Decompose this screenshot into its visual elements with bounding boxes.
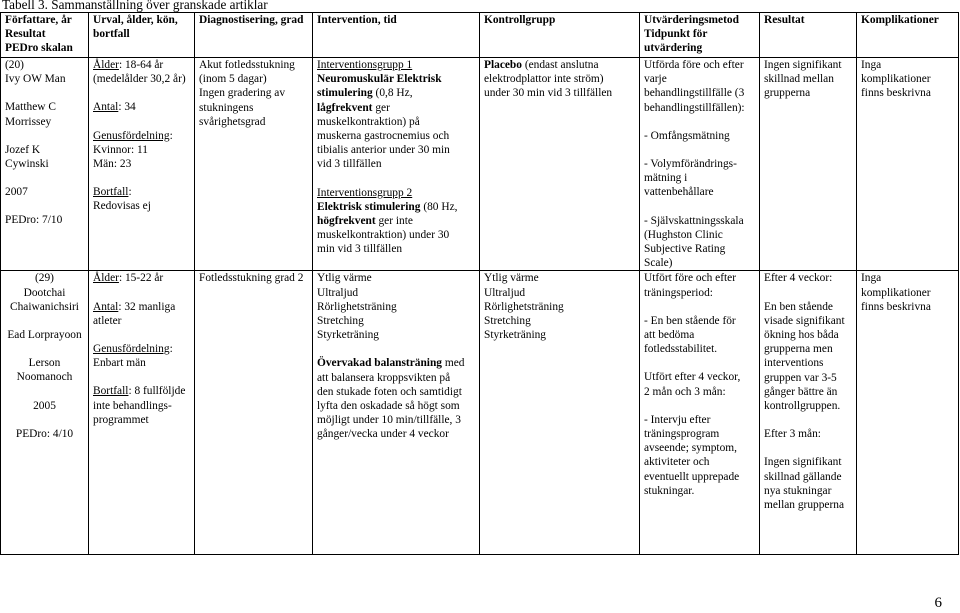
cell-control: Placebo (endast anslutna elektrodplattor inte ström) under 30 min vid 3 tillfällen (480, 58, 640, 271)
cell-authors: (20) Ivy OW Man Matthew C Morrissey Jozef K Cywinski 2007 PEDro: 7/10 (1, 58, 89, 271)
cell-sample: Ålder: 15-22 år Antal: 32 manliga atleter Genusfördelning: Enbart män Bortfall: 8 fullföljde inte behandlings- programmet (89, 271, 195, 555)
cell-diagnosis: Fotledsstukning grad 2 (195, 271, 313, 555)
header-evaluation: Utvärderingsmetod Tidpunkt för utvärdering (640, 13, 760, 58)
header-intervention: Intervention, tid (313, 13, 480, 58)
table-caption: Tabell 3. Sammanställning över granskade artiklar (2, 0, 268, 12)
table-row (1, 271, 959, 555)
articles-table (0, 12, 959, 555)
header-row (1, 13, 959, 58)
cell-result: Ingen signifikant skillnad mellan grupperna (760, 58, 857, 271)
header-complications: Komplikationer (857, 13, 959, 58)
cell-evaluation: Utförda före och efter varje behandlingstillfälle (3 behandlingstillfällen): - Omfångsmätning - Volymförändrings- mätning i vattenbehållare - Självskattningsskala (Hughston Clinic Subjective Rating Scale) (640, 58, 760, 271)
cell-sample: Ålder: 18-64 år (medelålder 30,2 år) Antal: 34 Genusfördelning: Kvinnor: 11 Män: 23 Bortfall: Redovisas ej (89, 58, 195, 271)
cell-intervention: Ytlig värme Ultraljud Rörlighetsträning Stretching Styrketräning Övervakad balansträning med att balansera kroppsvikten på den stukade foten och samtidigt lyfta den oskadade så högt som möjligt under 10 min/tillfälle, 3 gånger/vecka under 4 veckor (313, 271, 480, 555)
table-row (1, 58, 959, 271)
cell-complications: Inga komplikationer finns beskrivna (857, 58, 959, 271)
cell-result: Efter 4 veckor: En ben stående visade signifikant ökning hos båda grupperna men interventions gruppen var 3-5 gånger bättre än kontrollgruppen. Efter 3 mån: Ingen signifikant skillnad gällande nya stukningar mellan grupperna (760, 271, 857, 555)
header-author: Författare, år Resultat PEDro skalan (1, 13, 89, 58)
header-result: Resultat (760, 13, 857, 58)
cell-evaluation: Utfört före och efter träningsperiod: - En ben stående för att bedöma fotledsstabilitet. Utfört efter 4 veckor, 2 mån och 3 mån: - Intervju efter träningsprogram avseende; symptom, aktiviteter och eventuellt upprepade stukningar. (640, 271, 760, 555)
cell-diagnosis: Akut fotledsstukning (inom 5 dagar) Ingen gradering av stukningens svårighetsgrad (195, 58, 313, 271)
header-control: Kontrollgrupp (480, 13, 640, 58)
header-diagnosis: Diagnostisering, grad (195, 13, 313, 58)
cell-complications: Inga komplikationer finns beskrivna (857, 271, 959, 555)
cell-control: Ytlig värme Ultraljud Rörlighetsträning Stretching Styrketräning (480, 271, 640, 555)
cell-authors: (29) Dootchai Chaiwanichsiri Ead Lorprayoon Lerson Noomanoch 2005 PEDro: 4/10 (1, 271, 89, 555)
header-sample: Urval, ålder, kön, bortfall (89, 13, 195, 58)
page-number: 6 (934, 595, 942, 611)
cell-intervention: Interventionsgrupp 1 Neuromuskulär Elektrisk stimulering (0,8 Hz, lågfrekvent ger muskelkontraktion) på muskerna gastrocnemius och tibialis anterior under 30 min vid 3 tillfällen Interventionsgrupp 2 Elektrisk stimulering (80 Hz, högfrekvent ger inte muskelkontraktion) under 30 min vid 3 tillfällen (313, 58, 480, 271)
